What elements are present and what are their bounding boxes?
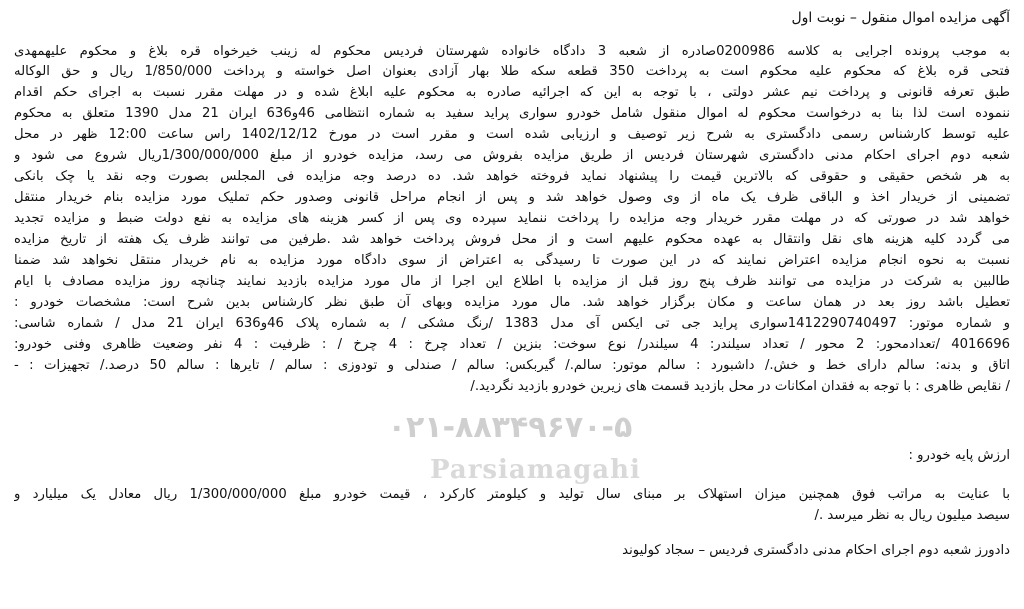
notice-line-8: تضمینی از خریدار اخذ و الباقی ظرف یک ماه از وی وصول خواهد شد و پس از انجام مراحل قانونی وصدور حکم تملیک مورد مزایده بنام خریدار منتقل <box>14 190 1010 205</box>
notice-line-16: اتاق و بدنه: سالم دارای خط و خش./ داشبورد : سالم موتور: سالم./ گیربکس: سالم / صندلی و تودوزی : سالم / تایرها : سالم 50 درصد./ تجهیزات : - <box>14 358 1010 373</box>
notice-line-15: 4016696 /تعدادمحور: 2 محور / تعداد سیلندر: 4 سیلندر/ نوع سوخت: بنزین / تعداد چرخ : 4 چرخ / : ظرفیت : 4 نفر وضعیت ظاهری وفنی خودرو: <box>14 337 1010 352</box>
notice-line-9: خواهد شد در صورتی که در مهلت مقرر خریدار وجه مزایده را پرداخت ننماید سپرده وی پس از کسر هزینه های مزایده به نفع دولت ضبط و مزایده تجدید <box>14 211 1010 226</box>
watermark-phone: ۰۲۱-۸۸۳۴۹۶۷۰-۵ <box>387 410 633 445</box>
signature: دادورز شعبه دوم اجرای احکام مدنی دادگستری فردیس – سجاد کولیوند <box>622 543 1010 558</box>
notice-line-12: طالبین به شرکت در مزایده می توانند ظرف پنج روز قبل از مزایده با اطلاع این اجرا از مال مورد مزایده بازدید نمایند چنانچه روز مزایده مصادف با ایام <box>14 274 1010 289</box>
notice-line-1: به موجب پرونده اجرایی به کلاسه 0200986صادره از شعبه 3 دادگاه خانواده شهرستان فردیس محکوم له زینب خیرخواه قره بلاغ و محکوم علیهمهدی <box>14 44 1010 59</box>
notice-line-13: تعطیل باشد روز بعد در همان ساعت و مکان برگزار خواهد شد. مال مورد مزایده وبهای آن طبق نظر کارشناس بدین شرح است: مشخصات خودرو : <box>14 295 1010 310</box>
watermark-brand: Parsiamagahi <box>430 455 641 485</box>
notice-title: آگهی مزایده اموال منقول – نوبت اول <box>791 10 1010 26</box>
notice-line-14: و شماره موتور: 1412290740497سواری پراید جی تی ایکس آی مدل 1383 /رنگ مشکی / به شماره پلاک 46و636 ایران 21 مدل / شماره شاسی: <box>14 316 1010 331</box>
notice-line-6: شعبه دوم اجرای احکام مدنی دادگستری شهرستان فردیس از طریق مزایده بفروش می رسد، مزایده خودرو از مبلغ 1/300/000/000ریال شروع می شود و <box>14 148 1010 163</box>
notice-line-4: ننموده است لذا بنا به درخواست محکوم له اموال منقول شامل خودرو سواری پراید سفید به شماره انتظامی 46و636 ایران 21 مدل 1390 متعلق به محکوم <box>14 106 1010 121</box>
notice-line-2: فتحی قره بلاغ که محکوم علیه محکوم است به پرداخت 350 قطعه سکه طلا بهار آزادی بعنوان اصل خواسته و پرداخت 1/850/000 ریال و حق الوکاله <box>14 64 1010 79</box>
value-line-2: سیصد میلیون ریال به نظر میرسد ./ <box>814 508 1010 523</box>
notice-line-3: طبق تعرفه قانونی و پرداخت نیم عشر دولتی ، با توجه به این که اجرائیه صادره به محکوم علیه ابلاغ شده و در مهلت مقرر نسبت به اجرای حکم اقدام <box>14 85 1010 100</box>
value-line-1: با عنایت به مراتب فوق همچنین میزان استهلاک بر مبنای سال تولید و کیلومتر کارکرد ، قیمت خودرو مبلغ 1/300/000/000 ریال معادل یک میلیارد و <box>14 487 1010 502</box>
notice-line-5: علیه توسط کارشناس رسمی دادگستری به شرح زیر توصیف و ارزیابی شده است و مقرر است در مورخ 1402/12/12 راس ساعت 12:00 ظهر در محل <box>14 127 1010 142</box>
notice-line-17: / نقایص ظاهری : با توجه به فقدان امکانات در محل بازدید قسمت های زیرین خودرو بازدید نگردید./ <box>470 379 1010 394</box>
notice-line-7: به هر شخص حقیقی و حقوقی که بالاترین قیمت را پیشنهاد نماید فروخته خواهد شد. ده درصد وجه مزایده فی المجلس بصورت وجه نقد یا چک بانکی <box>14 169 1010 184</box>
notice-line-10: می گردد کلیه هزینه های نقل وانتقال به عهده محکوم علیهم است و از محل فروش پرداخت خواهد شد .طرفین می توانند ظرف یک هفته از تاریخ مزایده <box>14 232 1010 247</box>
notice-line-11: نسبت به نحوه انجام مزایده اعتراض نمایند که در این صورت تا رسیدگی به اعتراض از سوی دادگاه مورد مزایده به نام خریدار منتقل نخواهد شد ضمنا <box>14 253 1010 268</box>
value-heading: ارزش پایه خودرو : <box>908 448 1010 463</box>
